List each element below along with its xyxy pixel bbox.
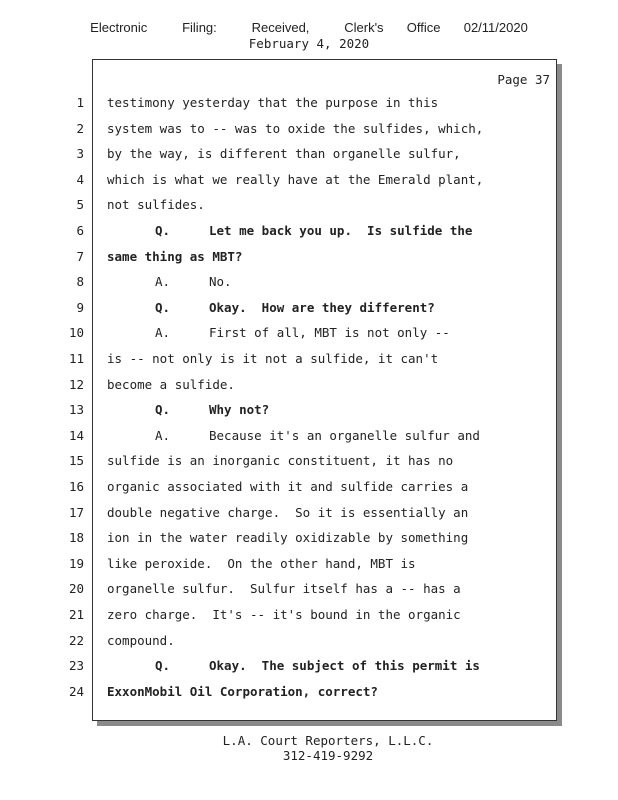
line-content: double negative charge. So it is essentially an <box>107 505 469 520</box>
line-content: zero charge. It's -- it's bound in the organic <box>107 607 461 622</box>
qa-marker: A. <box>155 274 171 289</box>
line-number: 19 <box>68 556 84 571</box>
transcript-line <box>107 530 468 545</box>
transcript-line <box>107 146 461 161</box>
line-number: 11 <box>68 351 84 366</box>
transcript-line <box>107 402 269 417</box>
filing-stamp: Electronic Filing: Received, Clerk's Office 02/11/2020 <box>90 20 528 35</box>
reporter-phone: 312-419-9292 <box>282 748 374 763</box>
qa-marker: Q. <box>155 300 171 315</box>
line-content: Why not? <box>209 402 270 417</box>
qa-marker: Q. <box>155 223 171 238</box>
line-content: Okay. The subject of this permit is <box>209 658 480 673</box>
transcript-line <box>107 633 175 648</box>
line-number: 15 <box>68 453 84 468</box>
line-content: Okay. How are they different? <box>209 300 435 315</box>
transcript-line <box>107 351 438 366</box>
transcript-line <box>107 300 435 315</box>
line-content: ion in the water readily oxidizable by something <box>107 530 469 545</box>
line-number: 8 <box>76 274 84 289</box>
line-number: 21 <box>68 607 84 622</box>
line-number: 18 <box>68 530 84 545</box>
transcript-line <box>107 274 232 289</box>
line-content: Let me back you up. Is sulfide the <box>209 223 473 238</box>
transcript-line <box>107 223 472 238</box>
line-content: First of all, MBT is not only -- <box>209 325 450 340</box>
transcript-line <box>107 197 205 212</box>
line-number: 14 <box>68 428 84 443</box>
line-number: 4 <box>76 172 84 187</box>
line-number: 12 <box>68 377 84 392</box>
line-content: same thing as MBT? <box>107 249 243 264</box>
line-number: 1 <box>76 95 84 110</box>
transcript-line <box>107 453 453 468</box>
qa-marker: A. <box>155 428 171 443</box>
line-content: compound. <box>107 633 175 648</box>
line-content: No. <box>209 274 232 289</box>
transcript-line <box>107 556 416 571</box>
transcript-line <box>107 658 480 673</box>
line-number: 7 <box>76 249 84 264</box>
transcript-line <box>107 172 483 187</box>
line-number: 2 <box>76 121 84 136</box>
line-number: 22 <box>68 633 84 648</box>
line-content: sulfide is an inorganic constituent, it has no <box>107 453 454 468</box>
transcript-line <box>107 505 468 520</box>
line-content: become a sulfide. <box>107 377 235 392</box>
transcript-line <box>107 325 450 340</box>
line-number: 23 <box>68 658 84 673</box>
line-content: like peroxide. On the other hand, MBT is <box>107 556 416 571</box>
line-number: 5 <box>76 197 84 212</box>
line-content: ExxonMobil Oil Corporation, correct? <box>107 684 378 699</box>
line-number: 9 <box>76 300 84 315</box>
line-content: organelle sulfur. Sulfur itself has a -- has a <box>107 581 461 596</box>
line-content: is -- not only is it not a sulfide, it can't <box>107 351 439 366</box>
qa-marker: A. <box>155 325 171 340</box>
line-content: system was to -- was to oxide the sulfides, which, <box>107 121 484 136</box>
line-content: by the way, is different than organelle sulfur, <box>107 146 461 161</box>
line-number: 20 <box>68 581 84 596</box>
line-number: 17 <box>68 505 84 520</box>
transcript-line <box>107 121 483 136</box>
qa-marker: Q. <box>155 402 171 417</box>
transcript-line <box>107 95 438 110</box>
transcript-line <box>107 581 461 596</box>
transcript-line <box>107 607 461 622</box>
line-number: 13 <box>68 402 84 417</box>
line-content: testimony yesterday that the purpose in this <box>107 95 439 110</box>
transcript-date: February 4, 2020 <box>248 36 370 51</box>
reporter-company: L.A. Court Reporters, L.L.C. <box>222 733 434 748</box>
transcript-line <box>107 249 242 264</box>
transcript-line <box>107 479 468 494</box>
line-number: 3 <box>76 146 84 161</box>
page-number: Page 37 <box>497 72 550 87</box>
line-content: which is what we really have at the Emerald plant, <box>107 172 484 187</box>
line-content: not sulfides. <box>107 197 205 212</box>
line-content: organic associated with it and sulfide carries a <box>107 479 469 494</box>
transcript-line <box>107 428 480 443</box>
qa-marker: Q. <box>155 658 171 673</box>
line-number: 16 <box>68 479 84 494</box>
line-number: 24 <box>68 684 84 699</box>
transcript-line <box>107 377 235 392</box>
line-number: 6 <box>76 223 84 238</box>
transcript-line <box>107 684 378 699</box>
line-number: 10 <box>68 325 84 340</box>
line-content: Because it's an organelle sulfur and <box>209 428 480 443</box>
